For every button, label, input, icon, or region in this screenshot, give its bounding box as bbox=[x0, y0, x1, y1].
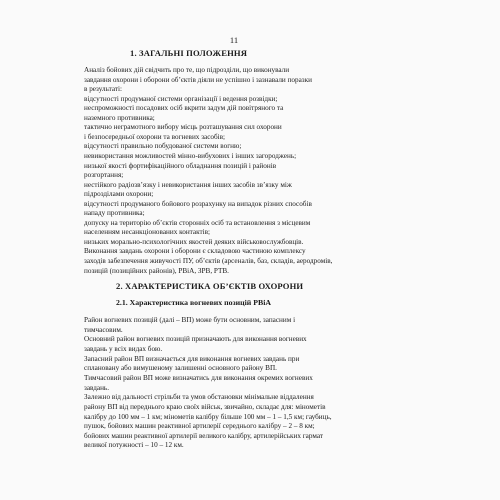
text-line: позицій (позиційних районів), РВіА, ЗРВ, РТВ. bbox=[84, 266, 229, 275]
text-line: пушок, бойових машин реактивної артилерії середнього калібру – 2 – 8 км; bbox=[84, 422, 315, 431]
text-line: Залежно від дальності стрільби та умов обстановки мінімальне віддалення bbox=[84, 393, 314, 402]
text-line: розгортання; bbox=[84, 171, 124, 180]
text-line: сплановану або вимушеному залишенні основного району ВП. bbox=[84, 364, 277, 373]
subsection-2-1-heading: 2.1. Характеристика вогневих позицій РВіА bbox=[116, 298, 272, 307]
text-line: Аналіз бойових дій свідчить про те, що підрозділи, що виконували bbox=[84, 66, 290, 74]
page-number: 11 bbox=[229, 35, 239, 45]
text-line: низьких морально-психологічних якостей деяких військовослужбовців. bbox=[84, 237, 304, 246]
text-line: невикористання можливостей мінно-вибухових і інших загороджень; bbox=[84, 151, 297, 160]
text-line: нестійкого радіозв’язку і невикористання інших засобів зв’язку між bbox=[84, 180, 292, 189]
text-line: в результаті: bbox=[84, 85, 122, 94]
text-line: неспроможності посадових осіб вкрити задум дій повітряного та bbox=[84, 104, 284, 113]
section-1-heading: 1. ЗАГАЛЬНІ ПОЛОЖЕННЯ bbox=[130, 48, 248, 58]
text-line: підрозділами охорони; bbox=[84, 190, 154, 199]
text-line: завдань. bbox=[84, 383, 110, 392]
text-line: відсутності продуманого бойового розрахунку на випадок різних способів bbox=[84, 199, 312, 208]
text-line: заходів забезпечення живучості ПУ, об’єктів (арсеналів, баз, складів, аеродромів, bbox=[84, 257, 333, 265]
text-line: завдань у всіх видах бою. bbox=[84, 344, 163, 353]
text-line: низької якості фортифікаційного обладнання позицій і районів bbox=[84, 161, 277, 170]
text-line: наземного противника; bbox=[84, 113, 155, 122]
text-line: великої потужності – 10 – 12 км. bbox=[84, 441, 184, 450]
document-page bbox=[84, 0, 334, 500]
text-line: і безпосередньої охорони та вогневих засобів; bbox=[84, 132, 226, 141]
text-line: калібру до 100 мм – 1 км; мінометів калібру більше 100 мм – 1 – 1,5 км; гаубиць, bbox=[84, 412, 332, 421]
text-line: нападу противника; bbox=[84, 209, 145, 218]
section-2-heading: 2. ХАРАКТЕРИСТИКА ОБ’ЄКТІВ ОХОРОНИ bbox=[116, 281, 304, 291]
text-line: завдання охорони і оборони об’єктів діяли не успішно і зазнавали поразки bbox=[84, 75, 312, 84]
text-line: тимчасовим. bbox=[84, 325, 123, 334]
text-line: району ВП від переднього краю своїх військ, звичайно, складає для: мінометів bbox=[84, 402, 326, 411]
text-line: тактично неграмотного вибору місць розташування сил охорони bbox=[84, 123, 282, 132]
text-line: Запасний район ВП визначається для виконання вогневих завдань при bbox=[84, 354, 300, 363]
text-line: бойових машин реактивної артилерії великого калібру, артилерійських гармат bbox=[84, 431, 323, 440]
text-line: Виконання завдань охорони і оборони є складовою частиною комплексу bbox=[84, 247, 306, 256]
text-line: населенням несанкціонованих контактів; bbox=[84, 228, 211, 237]
text-line: відсутності продуманої системи організації і ведення розвідки; bbox=[84, 94, 278, 103]
text-line: Основний район вогневих позицій призначають для виконання вогневих bbox=[84, 335, 307, 344]
text-line: допуску на територію об’єктів сторонніх осіб та встановлення з місцевим bbox=[84, 218, 311, 227]
text-line: Район вогневих позицій (далі – ВП) може бути основним, запасним і bbox=[84, 316, 296, 324]
text-line: відсутності правильно побудованої системи вогню; bbox=[84, 142, 242, 151]
text-line: Тимчасовий район ВП може визначатись для виконання окремих вогневих bbox=[84, 373, 313, 382]
